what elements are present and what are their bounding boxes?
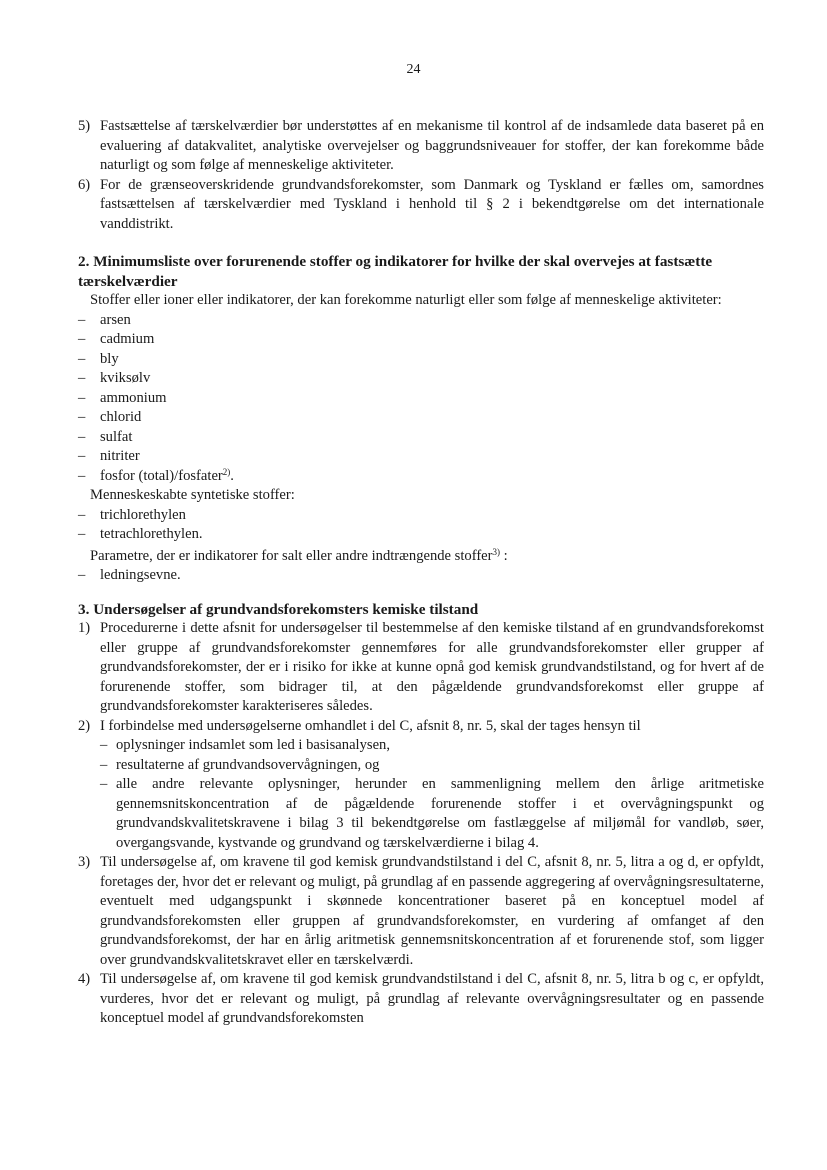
phosphorus-end: . [230,467,234,484]
list-item [78,330,764,350]
list-item [78,408,764,428]
dash-bullet: – [78,370,86,386]
item-text: I forbindelse med undersøgelserne omhandlet i del C, afsnit 8, nr. 5, skal der tages hensyn til [100,717,641,734]
params-intro-text: Parametre, der er indikatorer for salt eller andre indtrængende stoffer [90,547,493,564]
page-number: 24 [406,62,421,77]
footnote-ref: 3) [492,546,501,557]
sub-item-text: oplysninger indsamlet som led i basisanalysen, [116,737,390,753]
dash-bullet: – [78,389,86,406]
intro-list [78,117,764,234]
item-text: Fastsættelse af tærskelværdier bør understøttes af en mekanisme til kontrol af de indsamlede data baseret på en evaluering af datakvalitet, analytiske overvejelser og baggrundsniveauer for stoffer, der kan forekomme både naturligt og som følge af menneskelige aktiviteter. [100,118,764,173]
item-body [100,717,764,854]
section-2 [78,252,764,586]
params-intro-end: : [500,547,508,564]
item-text: Til undersøgelse af, om kravene til god kemisk grundvandstilstand i del C, afsnit 8, nr. 5, litra a og d, er opfyldt, foretages der, hvor det er relevant og muligt, på grundlag af en passende aggregering af overvågningsresultaterne, eventuelt med udgangspunkt i skønnede koncentrationer baseret på en konceptuel model af grundvandsforekomsten eller gruppen af grundvandsforekomster, en vurdering af omfanget af den grundvandsforekomst, der har en årlig aritmetisk gennemsnitskoncentration af et forurenende stof, som ligger over grundvandskvalitetskravet eller en tærskelværdi. [100,854,764,968]
sub-item-text: resultaterne af grundvandsovervågningen, og [116,756,380,773]
list-item [78,369,764,389]
item-text: For de grænseoverskridende grundvandsforekomster, som Danmark og Tyskland er fælles om, samordnes fastsættelsen af tærskelværdier med Tyskland i henhold til § 2 i bekendtgørelse om det internationale vanddistrikt. [100,176,764,232]
sub-item-text: alle andre relevante oplysninger, herunder en sammenligning mellem den årlige aritmetiske gennemsnitskoncentration af de pågældende forurenende stoffer i et overvågningspunkt og grundvandskvalitetskravene i bilag 3 til bekendtgørelse om fastlæggelse af miljømål for vandløb, søer, overgangsvande, kystvande og grundvand og tærskelværdierne i bilag 4. [116,776,764,851]
dash-bullet: – [78,567,86,583]
dash-bullet: – [78,428,86,445]
params-list [78,566,764,586]
item-number: 5) [78,118,91,134]
dash-bullet: – [78,526,86,542]
synthetic-intro: Menneskeskabte syntetiske stoffer: [90,487,295,503]
section-3 [78,600,764,1029]
phosphorus-label: fosfor (total)/fosfater [100,467,223,484]
dash-bullet: – [78,467,86,484]
dash-bullet: – [100,776,108,792]
dash-bullet: – [78,506,86,523]
substance-name: arsen [100,311,131,328]
document-body [78,117,764,1029]
item-number: 2) [78,717,91,734]
parameter-name: ledningsevne. [100,567,181,583]
substance-name: ammonium [100,389,167,406]
sub-item [100,736,764,756]
list-item [78,525,764,545]
section-3-heading: 3. Undersøgelser af grundvandsforekomsters kemiske tilstand [78,600,479,618]
item-number: 3) [78,854,91,870]
dash-bullet: – [78,350,86,367]
footnote-ref: 2) [222,466,231,477]
dash-bullet: – [100,737,108,753]
natural-substance-list [78,311,764,487]
item-text: Til undersøgelse af, om kravene til god kemisk grundvandstilstand i del C, afsnit 8, nr. 5, litra b og c, er opfyldt, vurderes, hvor det er relevant og muligt, på grundlag af relevante overvågningsresultater og en passende konceptuel model af grundvandsforekomsten [100,971,764,1026]
dash-bullet: – [78,311,86,328]
params-intro [90,547,764,567]
list-item [78,566,764,586]
dash-bullet: – [78,331,86,347]
substance-name: chlorid [100,409,142,425]
substance-name: tetrachlorethylen. [100,526,203,542]
synthetic-substance-list [78,506,764,545]
dash-bullet: – [100,756,108,773]
list-item [78,447,764,467]
list-item [78,389,764,409]
substance-name: sulfat [100,428,133,445]
list-item [78,717,764,854]
sub-item [100,775,764,853]
list-item [78,467,764,487]
substance-name: nitriter [100,448,140,464]
sub-item [100,756,764,776]
substance-name [100,467,234,487]
dash-bullet: – [78,409,86,425]
list-item [78,619,764,717]
list-item [78,350,764,370]
dash-bullet: – [78,448,86,464]
substance-name: trichlorethylen [100,506,186,523]
item-number: 1) [78,620,91,636]
list-item [78,506,764,526]
list-item [78,176,764,235]
list-item [78,428,764,448]
substance-name: kviksølv [100,370,151,386]
list-item [78,970,764,1029]
item-number: 4) [78,971,91,987]
substance-name: bly [100,350,119,367]
list-item [78,853,764,970]
list-item [78,117,764,176]
section-2-intro: Stoffer eller ioner eller indikatorer, der kan forekomme naturligt eller som følge af menneskelige aktiviteter: [90,292,722,308]
item-text: Procedurerne i dette afsnit for undersøgelser til bestemmelse af den kemiske tilstand af en grundvandsforekomst eller gruppe af grundvandsforekomster gennemføres for alle grundvandsforekomster eller grupper af grundvandsforekomster, der er i risiko for ikke at kunne opnå god kemisk grundvandstilstand, og for hvert af de forurenende stoffer, som bidrager til, at den pågældende grundvandsforekomst eller gruppe af grundvandsforekomster karakteriseres således. [100,620,764,714]
list-item [78,311,764,331]
section-2-heading: 2. Minimumsliste over forurenende stoffer og indikatorer for hvilke der skal overvejes at fastsætte tærskelværdier [78,253,713,290]
substance-name: cadmium [100,331,155,347]
item-number: 6) [78,176,91,193]
